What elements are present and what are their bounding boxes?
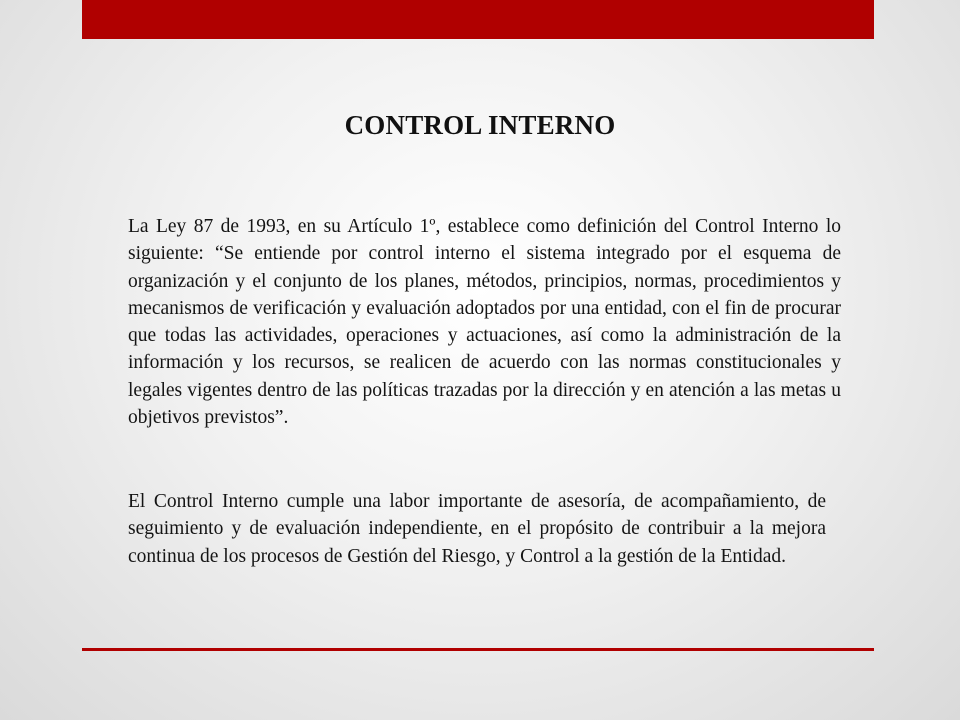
top-accent-bar [82,0,874,39]
role-paragraph: El Control Interno cumple una labor importante de asesoría, de acompañamiento, de seguimiento y de evaluación independiente, en el propósito de contribuir a la mejora continua de los procesos de Gestión del Riesgo, y Control a la gestión de la Entidad. [128,491,826,567]
definition-paragraph: La Ley 87 de 1993, en su Artículo 1º, establece como definición del Control Interno lo siguiente: “Se entiende por control interno el sistema integrado por el esquema de organización y el conjunto de los planes, métodos, principios, normas, procedimientos y mecanismos de verificación y evaluación adoptados por una entidad, con el fin de procurar que todas las actividades, operaciones y actuaciones, así como la administración de la información y los recursos, se realicen de acuerdo con las normas constitucionales y legales vigentes dentro de las políticas trazadas por la dirección y en atención a las metas u objetivos previstos”. [128,216,841,429]
slide-title: CONTROL INTERNO [344,110,616,140]
bottom-divider-line [82,648,874,651]
